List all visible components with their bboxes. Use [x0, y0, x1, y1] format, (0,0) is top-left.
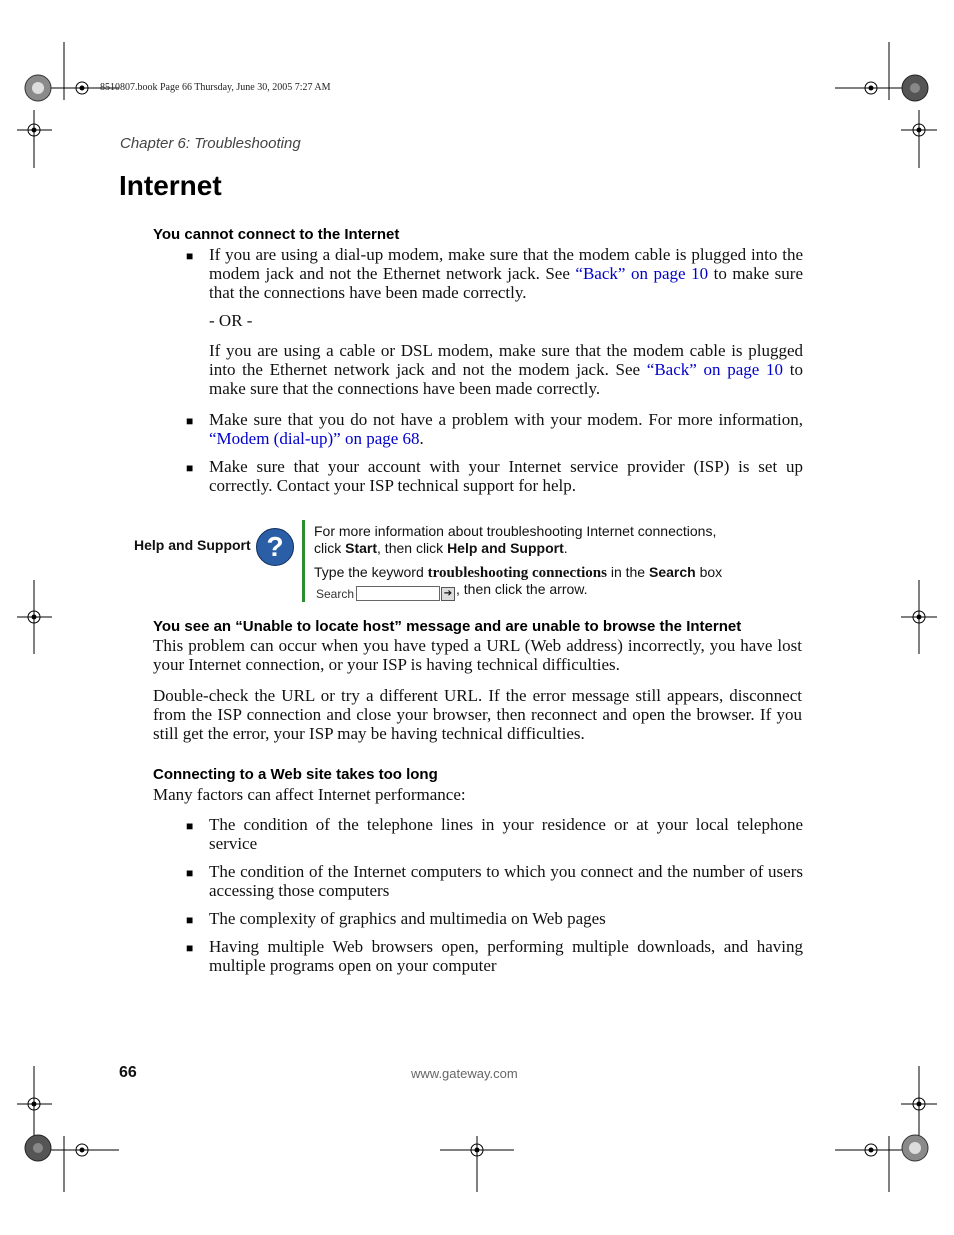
search-input-illustration	[356, 586, 440, 601]
paragraph: Many factors can affect Internet performance:	[153, 785, 466, 804]
footer-url: www.gateway.com	[411, 1066, 518, 1081]
bullet-marker: ■	[186, 866, 194, 880]
section-heading-unable-to-locate-host: You see an “Unable to locate host” message and are unable to browse the Internet	[153, 618, 742, 635]
list-item: Make sure that your account with your Internet service provider (ISP) is set up correctly. Contact your ISP technical support for help.	[209, 457, 803, 495]
bullet-marker: ■	[186, 414, 194, 428]
section-heading-site-takes-too-long: Connecting to a Web site takes too long	[153, 766, 438, 783]
print-header: 8510807.book Page 66 Thursday, June 30, 2005 7:27 AM	[100, 82, 331, 93]
help-question-icon: ?	[256, 528, 294, 566]
modem-page-link[interactable]: “Modem (dial-up)” on page 68	[209, 428, 420, 448]
section-heading-cannot-connect: You cannot connect to the Internet	[153, 226, 400, 243]
page-title: Internet	[119, 170, 222, 201]
help-text-line2: click Start, then click Help and Support.	[314, 540, 568, 556]
help-text-line4: , then click the arrow.	[456, 581, 588, 597]
bullet-marker: ■	[186, 461, 194, 475]
bullet-marker: ■	[186, 913, 194, 927]
help-box-divider	[302, 520, 305, 602]
paragraph: This problem can occur when you have typed a URL (Web address) incorrectly, you have lost your Internet connection, or your ISP is having technical difficulties.	[153, 636, 802, 674]
bullet-marker: ■	[186, 249, 194, 263]
bullet-marker: ■	[186, 819, 194, 833]
help-text-line3: Type the keyword troubleshooting connections in the Search box	[314, 564, 723, 581]
list-item: If you are using a dial-up modem, make sure that the modem cable is plugged into the modem jack and not the Ethernet network jack. See “Back” on page 10 to make sure that the connections have been made correctly.	[209, 245, 803, 302]
help-and-support-label: Help and Support	[134, 537, 251, 553]
help-text-line1: For more information about troubleshooting Internet connections,	[314, 523, 717, 539]
list-item: The condition of the Internet computers to which you connect and the number of users accessing those computers	[209, 862, 803, 900]
list-item: The condition of the telephone lines in your residence or at your local telephone service	[209, 815, 803, 853]
list-item: Make sure that you do not have a problem with your modem. For more information, “Modem (dial-up)” on page 68.	[209, 410, 803, 448]
back-page-link[interactable]: “Back” on page 10	[646, 359, 784, 379]
back-page-link[interactable]: “Back” on page 10	[575, 263, 709, 283]
arrow-right-icon: ➔	[441, 587, 455, 601]
list-item-continuation: If you are using a cable or DSL modem, make sure that the modem cable is plugged into the Ethernet network jack and not the modem jack. See “Back” on page 10 to make sure that the connections have been made correctly.	[209, 341, 803, 398]
bullet-marker: ■	[186, 941, 194, 955]
list-item: The complexity of graphics and multimedia on Web pages	[209, 909, 606, 928]
paragraph: Double-check the URL or try a different URL. If the error message still appears, disconnect from the ISP connection and close your browser, then reconnect and open the browser. If you still get the error, your ISP may be having technical difficulties.	[153, 686, 802, 743]
page-number: 66	[119, 1064, 137, 1081]
search-widget-label: Search	[316, 587, 355, 601]
list-item: Having multiple Web browsers open, performing multiple downloads, and having multiple programs open on your computer	[209, 937, 803, 975]
chapter-header: Chapter 6: Troubleshooting	[120, 135, 301, 152]
or-separator: - OR -	[209, 311, 253, 330]
